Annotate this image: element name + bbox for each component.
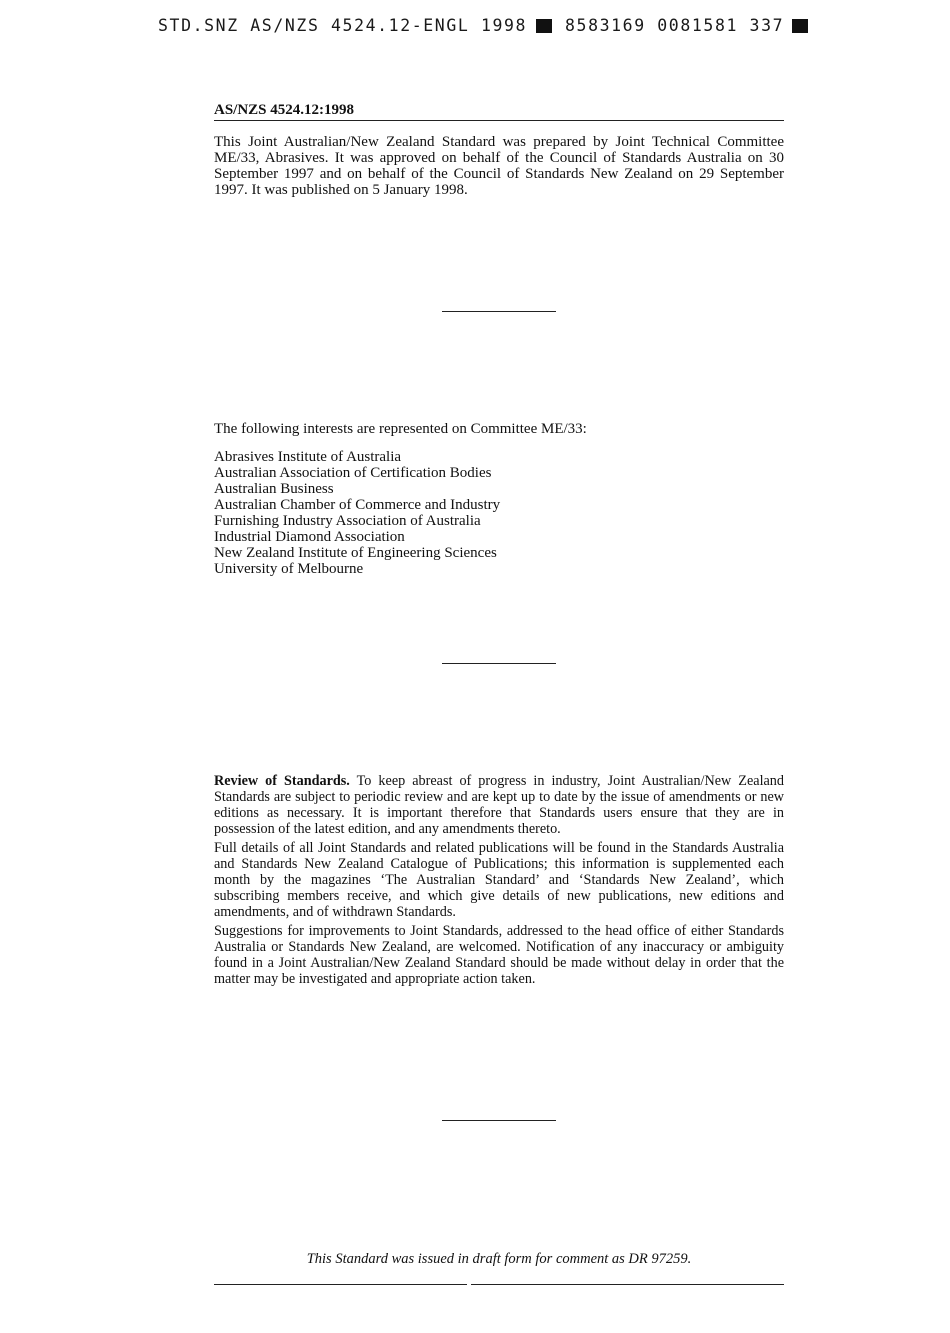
interests-list [214, 449, 500, 577]
list-item: Abrasives Institute of Australia [214, 449, 402, 465]
footer-rule-left [214, 1284, 467, 1285]
review-paragraph: Full details of all Joint Standards and related publications will be found in the Standards Australia and Standards New Zealand Catalogue of Publications; this information is supplemented each month by the magazines ‘The Australian Standard’ and ‘Standards New Zealand’, which subscribing members receive, and which give details of new publications, new editions and amendments, and of withdrawn Standards. [214, 840, 784, 920]
stamp-block-mark [536, 19, 552, 33]
list-item: Australian Business [214, 481, 334, 497]
footer-rule-right [471, 1284, 784, 1285]
stamp-block-mark [792, 19, 808, 33]
interests-intro: The following interests are represented on Committee ME/33: [214, 421, 587, 437]
list-item: Industrial Diamond Association [214, 529, 405, 545]
review-of-standards [214, 773, 784, 990]
draft-note: This Standard was issued in draft form for comment as DR 97259. [306, 1251, 692, 1267]
intro-paragraph: This Joint Australian/New Zealand Standard was prepared by Joint Technical Committee ME/33, Abrasives. It was approved on behalf of the Council of Standards Australia on 30 September 1997 and on behalf of the Council of Standards New Zealand on 29 September 1997. It was published on 5 January 1998. [214, 134, 784, 198]
review-paragraph: Suggestions for improvements to Joint Standards, addressed to the head office of either Standards Australia or Standards New Zealand, are welcomed. Notification of any inaccuracy or ambiguity found in a Joint Australian/New Zealand Standard should be made without delay in order that the matter may be investigated and appropriate action taken. [214, 923, 784, 987]
list-item: Australian Association of Certification Bodies [214, 465, 492, 481]
review-heading: Review of Standards. [214, 773, 350, 789]
review-text: To keep abreast of progress in industry, Joint Australian/New Zealand Standards are subject to periodic review and are kept up to date by the issue of amendments or new editions as necessary. It is important therefore that Standards users ensure that they are in possession of the latest edition, and any amendments thereto. [214, 773, 784, 837]
list-item: New Zealand Institute of Engineering Sciences [214, 545, 497, 561]
list-item: Australian Chamber of Commerce and Industry [214, 497, 501, 513]
document-stamp [0, 15, 950, 37]
list-item: Furnishing Industry Association of Australia [214, 513, 481, 529]
stamp-code: STD.SNZ AS/NZS 4524.12-ENGL 1998 [158, 16, 528, 35]
stamp-serial: 8583169 0081581 337 [565, 16, 785, 35]
header-rule [214, 120, 784, 121]
review-paragraph [214, 773, 784, 837]
list-item: University of Melbourne [214, 561, 364, 577]
section-divider [442, 663, 556, 664]
section-divider [442, 1120, 556, 1121]
section-divider [442, 311, 556, 312]
document-number: AS/NZS 4524.12:1998 [214, 102, 355, 118]
